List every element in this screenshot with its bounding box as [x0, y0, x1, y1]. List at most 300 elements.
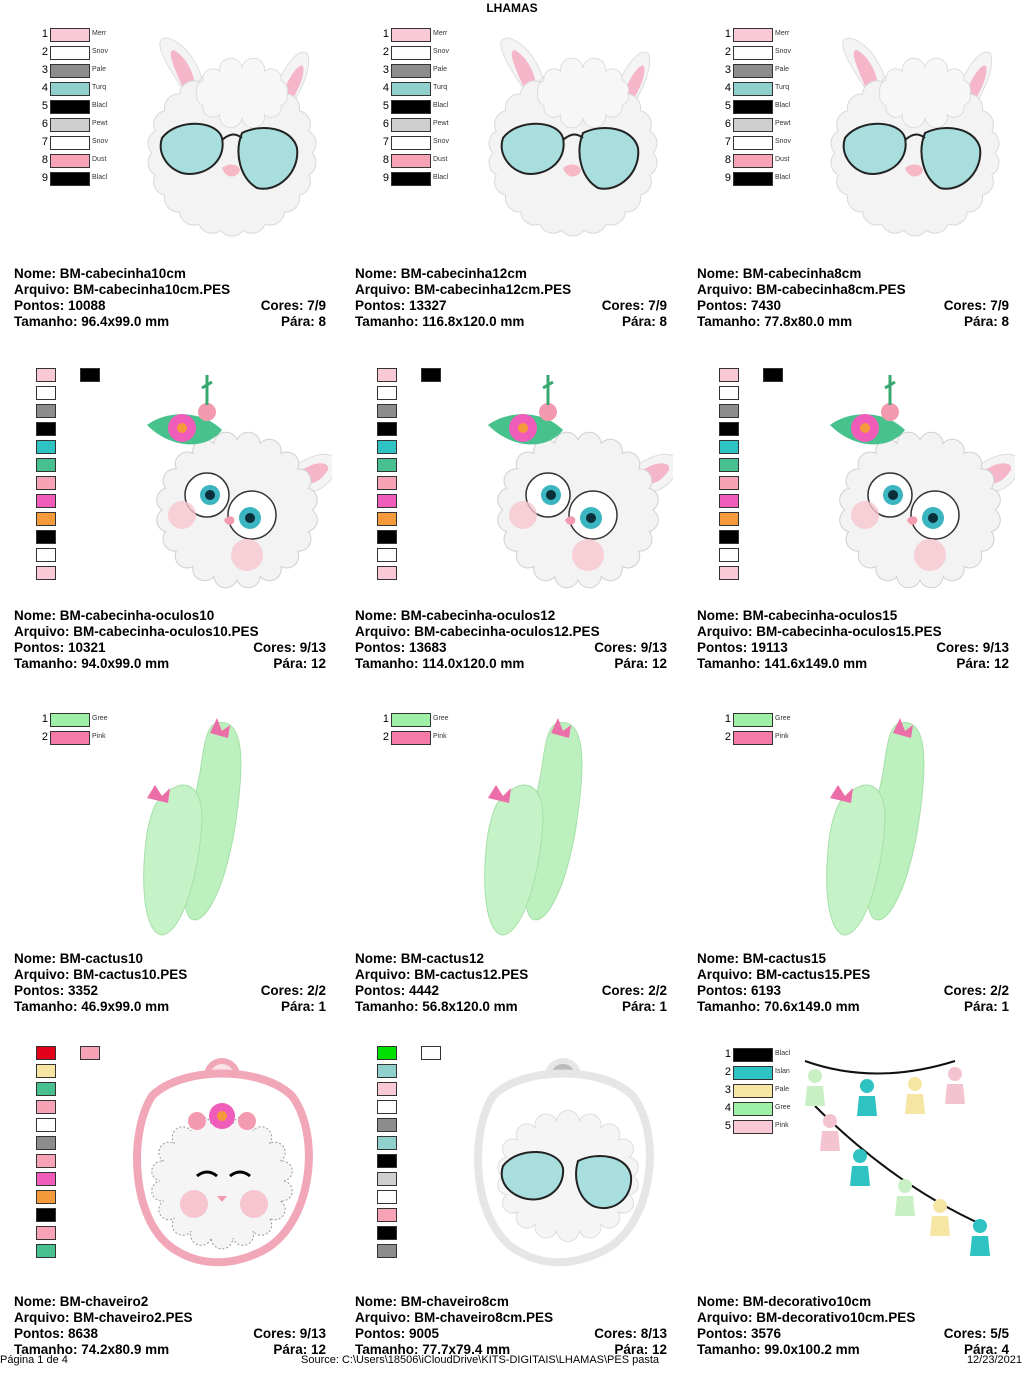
thread-number: 6 [382, 118, 389, 130]
label-pontos: Pontos: [14, 1326, 65, 1341]
design-file: BM-cactus15.PES [756, 967, 871, 982]
thread-number: 1 [382, 28, 389, 40]
thread-color [733, 1102, 773, 1116]
design-file: BM-cabecinha-oculos10.PES [73, 624, 259, 639]
thread-color [36, 1208, 56, 1222]
thread-number: 1 [724, 28, 731, 40]
label-para: Pára: [280, 999, 315, 1014]
label-tamanho: Tamanho: [697, 999, 761, 1014]
thread-name: Dust [92, 156, 107, 163]
thread-color [733, 713, 773, 727]
thread-color [377, 440, 397, 454]
thread-color [377, 1064, 397, 1078]
thread-color [377, 368, 397, 382]
thread-number: 9 [724, 172, 731, 184]
label-cores: Cores: [601, 983, 645, 998]
thread-name: Blacl [433, 102, 449, 109]
thread-name: Blacl [92, 174, 108, 181]
stitch-count: 8638 [68, 1326, 99, 1341]
label-tamanho: Tamanho: [355, 999, 419, 1014]
thread-name: Pewt [775, 120, 791, 127]
thread-color [36, 368, 56, 382]
design-size: 114.0x120.0 mm [422, 656, 525, 671]
stitch-count: 4442 [409, 983, 440, 998]
stitch-count: 9005 [409, 1326, 440, 1341]
stop-count: 4 [1001, 1342, 1009, 1357]
thread-color [377, 1208, 397, 1222]
thread-name: Blacl [92, 102, 108, 109]
thread-color [733, 1048, 773, 1062]
label-tamanho: Tamanho: [697, 656, 761, 671]
design-info [14, 951, 326, 1015]
label-tamanho: Tamanho: [697, 314, 761, 329]
footer-page: Página 1 de 4 [0, 1354, 68, 1366]
thread-number: 1 [41, 713, 48, 725]
thread-name: Pale [433, 66, 448, 73]
thread-number: 2 [382, 46, 389, 58]
thread-number: 6 [724, 118, 731, 130]
label-cores: Cores: [943, 1326, 987, 1341]
stitch-count: 6193 [751, 983, 782, 998]
label-pontos: Pontos: [697, 640, 748, 655]
label-pontos: Pontos: [355, 298, 406, 313]
thread-color [719, 494, 739, 508]
thread-color [391, 713, 431, 727]
stitch-count: 19113 [751, 640, 788, 655]
thread-color [391, 64, 431, 78]
thread-color [377, 1082, 397, 1096]
design-size: 46.9x99.0 mm [81, 999, 170, 1014]
design-card [353, 8, 683, 348]
design-card [12, 1036, 342, 1376]
label-pontos: Pontos: [355, 640, 406, 655]
thread-color [377, 1136, 397, 1150]
thread-color [377, 1154, 397, 1168]
thread-name: Pink [775, 733, 789, 740]
design-card [353, 693, 683, 1033]
thread-name: Pale [775, 1086, 790, 1093]
page-title: LHAMAS [486, 1, 538, 15]
thread-color [391, 154, 431, 168]
thread-name: Snov [92, 138, 108, 145]
thread-color [421, 1046, 441, 1060]
thread-color [50, 82, 90, 96]
thread-color [36, 494, 56, 508]
label-pontos: Pontos: [355, 1326, 406, 1341]
thread-color [719, 476, 739, 490]
thread-name: Gree [92, 715, 108, 722]
thread-number: 6 [41, 118, 48, 130]
design-info [355, 608, 667, 672]
label-arquivo: Arquivo: [355, 624, 411, 639]
thread-number: 5 [724, 1120, 731, 1132]
thread-number: 5 [382, 100, 389, 112]
label-cores: Cores: [260, 298, 304, 313]
design-size: 56.8x120.0 mm [422, 999, 518, 1014]
thread-number: 2 [41, 731, 48, 743]
design-info [355, 951, 667, 1015]
thread-color [377, 1226, 397, 1240]
color-count: 9/13 [299, 640, 326, 655]
design-name: BM-cactus15 [742, 951, 827, 966]
thread-color [719, 530, 739, 544]
thread-number: 2 [724, 1066, 731, 1078]
embroidery-preview [463, 370, 673, 600]
thread-name: Gree [775, 715, 791, 722]
design-name: BM-cabecinha-oculos10 [59, 608, 215, 623]
label-arquivo: Arquivo: [355, 1310, 411, 1325]
label-tamanho: Tamanho: [14, 656, 78, 671]
thread-color [733, 82, 773, 96]
thread-number: 4 [724, 1102, 731, 1114]
thread-color [50, 154, 90, 168]
thread-name: Merr [92, 30, 107, 37]
embroidery-preview [805, 28, 1015, 258]
design-info [697, 608, 1009, 672]
thread-number: 1 [382, 713, 389, 725]
thread-color [36, 1172, 56, 1186]
thread-color [421, 368, 441, 382]
thread-number: 9 [382, 172, 389, 184]
color-count: 9/13 [640, 640, 667, 655]
embroidery-preview [122, 370, 332, 600]
label-tamanho: Tamanho: [697, 1342, 761, 1357]
thread-number: 4 [41, 82, 48, 94]
label-para: Pára: [614, 656, 649, 671]
design-file: BM-cactus10.PES [73, 967, 188, 982]
design-info [14, 266, 326, 330]
stitch-count: 3352 [68, 983, 99, 998]
thread-number: 3 [724, 64, 731, 76]
thread-name: Gree [775, 1104, 791, 1111]
label-para: Pára: [956, 656, 991, 671]
label-arquivo: Arquivo: [697, 282, 753, 297]
label-para: Pára: [963, 1342, 998, 1357]
label-para: Pára: [963, 999, 998, 1014]
design-file: BM-cabecinha-oculos12.PES [414, 624, 600, 639]
thread-name: Pewt [433, 120, 449, 127]
thread-color [719, 548, 739, 562]
stitch-count: 3576 [751, 1326, 782, 1341]
thread-color [719, 422, 739, 436]
thread-color [36, 566, 56, 580]
design-info [14, 1294, 326, 1358]
design-name: BM-cabecinha10cm [59, 266, 186, 281]
thread-name: Turq [92, 84, 107, 91]
thread-name: Snov [775, 138, 791, 145]
label-para: Pára: [273, 1342, 308, 1357]
label-para: Pára: [963, 314, 998, 329]
thread-name: Pink [92, 733, 106, 740]
thread-name: Blacl [775, 174, 791, 181]
thread-number: 2 [41, 46, 48, 58]
thread-color [377, 1118, 397, 1132]
thread-color [377, 1046, 397, 1060]
design-file: BM-cactus12.PES [414, 967, 529, 982]
thread-name: Pale [92, 66, 107, 73]
embroidery-preview [122, 28, 332, 258]
design-size: 96.4x99.0 mm [81, 314, 170, 329]
thread-color [733, 64, 773, 78]
thread-color [36, 1136, 56, 1150]
thread-color [50, 64, 90, 78]
design-name: BM-chaveiro2 [59, 1294, 149, 1309]
design-file: BM-cabecinha-oculos15.PES [756, 624, 942, 639]
embroidery-preview [122, 713, 332, 943]
color-count: 9/13 [299, 1326, 326, 1341]
label-para: Pára: [621, 314, 656, 329]
thread-color [733, 28, 773, 42]
label-arquivo: Arquivo: [697, 967, 753, 982]
thread-name: Dust [433, 156, 448, 163]
thread-color [50, 731, 90, 745]
thread-color [36, 1082, 56, 1096]
thread-color [391, 82, 431, 96]
design-name: BM-cabecinha-oculos12 [400, 608, 556, 623]
label-cores: Cores: [943, 983, 987, 998]
design-info [697, 951, 1009, 1015]
label-tamanho: Tamanho: [14, 314, 78, 329]
stitch-count: 10088 [68, 298, 106, 313]
design-file: BM-cabecinha12cm.PES [414, 282, 572, 297]
color-count: 8/13 [640, 1326, 667, 1341]
thread-color [377, 476, 397, 490]
thread-color [391, 28, 431, 42]
thread-name: Turq [433, 84, 448, 91]
thread-name: Gree [433, 715, 449, 722]
label-para: Pára: [280, 314, 315, 329]
thread-name: Pink [775, 1122, 789, 1129]
thread-number: 1 [724, 713, 731, 725]
stop-count: 8 [659, 314, 667, 329]
thread-name: Snov [433, 48, 449, 55]
stop-count: 8 [318, 314, 326, 329]
label-arquivo: Arquivo: [14, 282, 70, 297]
label-cores: Cores: [253, 1326, 296, 1341]
thread-color [733, 118, 773, 132]
thread-color [763, 368, 783, 382]
thread-number: 2 [724, 46, 731, 58]
design-card [695, 693, 1024, 1033]
design-info [697, 266, 1009, 330]
color-count: 7/9 [307, 298, 326, 313]
thread-color [377, 530, 397, 544]
design-name: BM-cabecinha12cm [400, 266, 527, 281]
thread-name: Pink [433, 733, 447, 740]
thread-color [36, 1064, 56, 1078]
embroidery-preview [795, 1056, 1005, 1286]
thread-color [36, 530, 56, 544]
label-cores: Cores: [943, 298, 987, 313]
label-nome: Nome: [14, 951, 57, 966]
label-nome: Nome: [697, 1294, 740, 1309]
label-cores: Cores: [260, 983, 304, 998]
thread-color [36, 1154, 56, 1168]
stop-count: 1 [659, 999, 667, 1014]
label-pontos: Pontos: [697, 298, 748, 313]
thread-number: 3 [382, 64, 389, 76]
thread-color [377, 1190, 397, 1204]
label-nome: Nome: [355, 951, 398, 966]
thread-name: Merr [775, 30, 790, 37]
thread-number: 2 [382, 731, 389, 743]
thread-color [719, 386, 739, 400]
design-card [12, 350, 342, 690]
stitch-count: 13327 [409, 298, 447, 313]
label-arquivo: Arquivo: [697, 1310, 753, 1325]
thread-color [391, 172, 431, 186]
thread-color [80, 1046, 100, 1060]
label-cores: Cores: [594, 640, 637, 655]
label-tamanho: Tamanho: [355, 1342, 419, 1357]
color-count: 2/2 [648, 983, 667, 998]
label-nome: Nome: [355, 608, 398, 623]
label-nome: Nome: [697, 951, 740, 966]
thread-color [733, 100, 773, 114]
thread-number: 9 [41, 172, 48, 184]
label-cores: Cores: [936, 640, 979, 655]
label-cores: Cores: [253, 640, 296, 655]
thread-color [391, 118, 431, 132]
thread-number: 2 [724, 731, 731, 743]
thread-color [377, 512, 397, 526]
thread-name: Snov [433, 138, 449, 145]
thread-name: Turq [775, 84, 790, 91]
label-cores: Cores: [601, 298, 645, 313]
thread-color [377, 566, 397, 580]
design-size: 77.7x79.4 mm [422, 1342, 511, 1357]
thread-name: Snov [775, 48, 791, 55]
embroidery-preview [805, 370, 1015, 600]
thread-color [50, 46, 90, 60]
label-pontos: Pontos: [14, 983, 65, 998]
thread-color [719, 566, 739, 580]
design-size: 94.0x99.0 mm [81, 656, 170, 671]
thread-color [36, 440, 56, 454]
label-arquivo: Arquivo: [355, 282, 411, 297]
color-count: 2/2 [307, 983, 326, 998]
thread-color [36, 1226, 56, 1240]
thread-color [50, 28, 90, 42]
thread-color [733, 136, 773, 150]
thread-color [36, 1100, 56, 1114]
label-nome: Nome: [14, 608, 57, 623]
thread-color [733, 1084, 773, 1098]
thread-color [36, 1190, 56, 1204]
thread-color [377, 458, 397, 472]
design-card [695, 350, 1024, 690]
thread-color [719, 440, 739, 454]
thread-color [377, 1244, 397, 1258]
thread-color [50, 172, 90, 186]
thread-color [391, 46, 431, 60]
thread-color [377, 494, 397, 508]
design-name: BM-chaveiro8cm [400, 1294, 509, 1309]
thread-color [733, 154, 773, 168]
stop-count: 12 [651, 1342, 667, 1357]
footer-source: Source: C:\Users\18506\iCloudDrive\KITS-DIGITAIS\LHAMAS\PES pasta [301, 1354, 660, 1366]
embroidery-preview [463, 713, 673, 943]
color-count: 2/2 [990, 983, 1009, 998]
stop-count: 12 [310, 1342, 326, 1357]
label-arquivo: Arquivo: [355, 967, 411, 982]
thread-color [50, 118, 90, 132]
design-card [695, 8, 1024, 348]
thread-color [36, 1118, 56, 1132]
thread-number: 7 [382, 136, 389, 148]
thread-number: 8 [382, 154, 389, 166]
thread-number: 1 [724, 1048, 731, 1060]
thread-color [377, 404, 397, 418]
thread-name: Merr [433, 30, 448, 37]
thread-color [719, 458, 739, 472]
label-pontos: Pontos: [14, 298, 65, 313]
design-file: BM-chaveiro2.PES [73, 1310, 193, 1325]
thread-color [733, 46, 773, 60]
thread-color [36, 1244, 56, 1258]
label-arquivo: Arquivo: [14, 1310, 70, 1325]
design-size: 116.8x120.0 mm [422, 314, 525, 329]
design-file: BM-cabecinha8cm.PES [756, 282, 906, 297]
label-tamanho: Tamanho: [14, 1342, 78, 1357]
thread-color [719, 368, 739, 382]
thread-color [733, 1066, 773, 1080]
thread-color [50, 713, 90, 727]
stitch-count: 10321 [68, 640, 106, 655]
thread-color [36, 422, 56, 436]
stitch-count: 7430 [751, 298, 782, 313]
design-card [353, 350, 683, 690]
thread-color [36, 404, 56, 418]
thread-number: 3 [724, 1084, 731, 1096]
embroidery-preview [805, 713, 1015, 943]
design-file: BM-decorativo10cm.PES [756, 1310, 916, 1325]
stop-count: 12 [993, 656, 1009, 671]
thread-color [733, 172, 773, 186]
color-count: 5/5 [990, 1326, 1009, 1341]
label-para: Pára: [614, 1342, 649, 1357]
design-name: BM-cabecinha-oculos15 [742, 608, 898, 623]
thread-color [377, 1172, 397, 1186]
label-para: Pára: [621, 999, 656, 1014]
design-size: 77.8x80.0 mm [764, 314, 853, 329]
label-nome: Nome: [14, 266, 57, 281]
color-count: 7/9 [648, 298, 667, 313]
label-pontos: Pontos: [697, 983, 748, 998]
design-name: BM-decorativo10cm [742, 1294, 872, 1309]
stop-count: 12 [651, 656, 667, 671]
thread-number: 5 [41, 100, 48, 112]
thread-name: Snov [92, 48, 108, 55]
label-pontos: Pontos: [14, 640, 65, 655]
stop-count: 1 [318, 999, 326, 1014]
thread-color [377, 386, 397, 400]
label-tamanho: Tamanho: [355, 656, 419, 671]
design-size: 74.2x80.9 mm [81, 1342, 170, 1357]
label-nome: Nome: [355, 266, 398, 281]
label-tamanho: Tamanho: [14, 999, 78, 1014]
thread-number: 7 [41, 136, 48, 148]
label-nome: Nome: [697, 266, 740, 281]
footer-date: 12/23/2021 [966, 1354, 1022, 1366]
design-name: BM-cactus12 [400, 951, 485, 966]
design-file: BM-cabecinha10cm.PES [73, 282, 231, 297]
label-cores: Cores: [594, 1326, 637, 1341]
design-info [697, 1294, 1009, 1358]
thread-color [377, 548, 397, 562]
thread-name: Pale [775, 66, 790, 73]
thread-color [733, 1120, 773, 1134]
